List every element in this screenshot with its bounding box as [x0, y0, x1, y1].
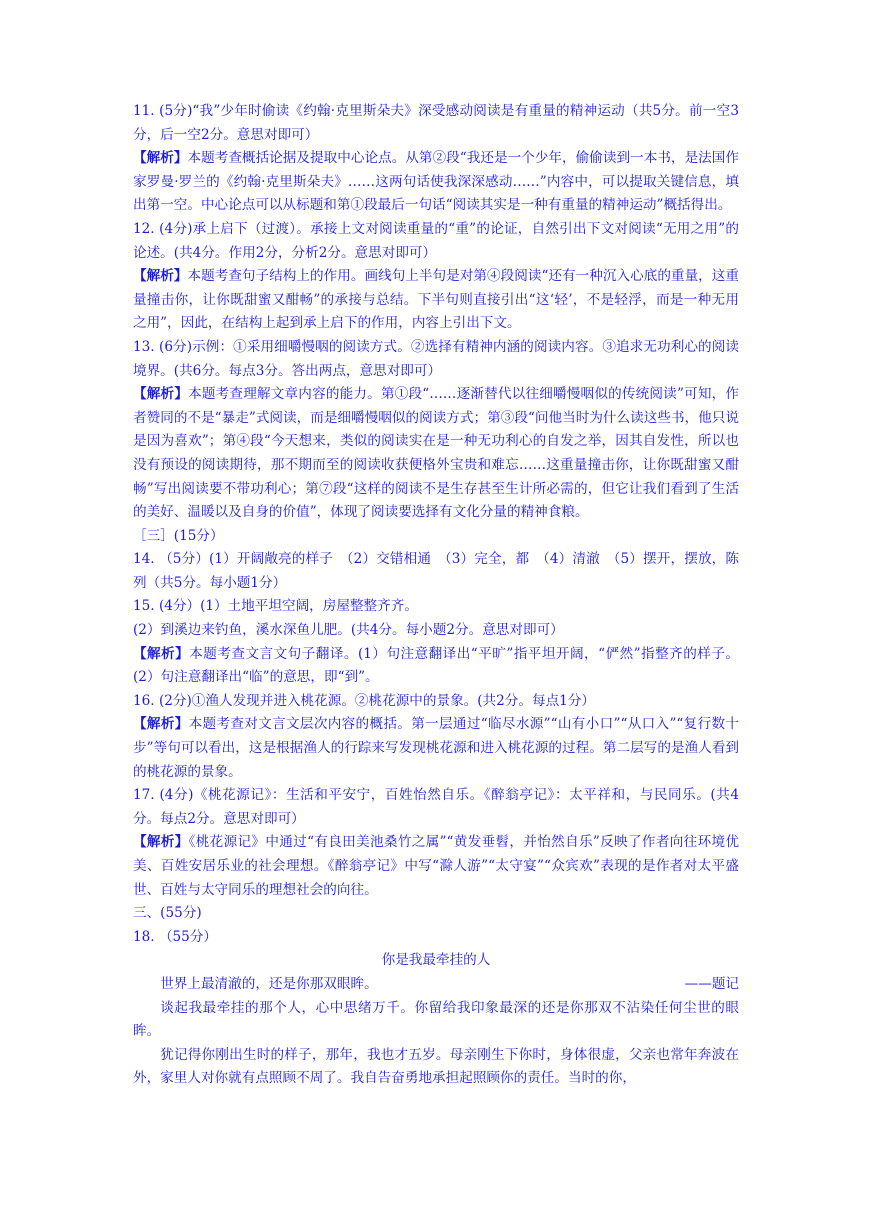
- q13-analysis: [133, 383, 739, 525]
- q14-answer: 14. （5分）(1）开阔敞亮的样子 （2）交错相通 （3）完全，都 （4）清澈 （5）摆开，摆放，陈列（共5分。每小题1分）: [133, 551, 739, 591]
- analysis-tag: 【解析】: [133, 386, 189, 403]
- section-3-sub-heading: ［三］(15分）: [133, 527, 224, 544]
- analysis-text: 本题考查文言文句子翻译。(1）句注意翻译出“平旷”指平坦开阔，“俨然”指整齐的样子。(2）句注意翻译出“临”的意思，即“到”。: [133, 645, 740, 686]
- analysis-text: 本题考查句子结构上的作用。画线句上半句是对第④段阅读“还有一种沉入心底的重量，这重量撞击你，让你既甜蜜又酣畅”的承接与总结。下半句则直接引出“这‘轻’，不是轻浮，而是一种无用之用”，因此，在结构上起到承上启下的作用，内容上引出下文。: [133, 268, 740, 332]
- section-3-heading: 三、(55分): [133, 905, 202, 922]
- analysis-text: 《桃花源记》中通过“有良田美池桑竹之属”“黄发垂髫，并怡然自乐”反映了作者向往环境优美、百姓安居乐业的社会理想。《醉翁亭记》中写“滁人游”“太守宴”“众宾欢”表现的是作者对太平盛世、百姓与太守同乐的理想社会的向往。: [133, 834, 739, 898]
- essay-epigraph-attribution: ——题记: [684, 975, 739, 992]
- q17-answer: 17. (4分)《桃花源记》：生活和平安宁，百姓怡然自乐。《醉翁亭记》：太平祥和，与民同乐。(共4分。每点2分。意思对即可）: [133, 787, 739, 827]
- q12-analysis: [133, 265, 739, 336]
- analysis-tag: 【解析】: [133, 645, 190, 662]
- q15-answer-2: (2）到溪边来钓鱼，溪水深鱼儿肥。(共4分。每小题2分。意思对即可）: [133, 622, 564, 639]
- analysis-tag: 【解析】: [133, 268, 188, 285]
- essay-epigraph: 世界上最清澈的，还是你那双眼眸。: [160, 975, 378, 992]
- essay-paragraph: 犹记得你刚出生时的样子，那年，我也才五岁。母亲刚生下你时，身体很虚，父亲也常年奔波在外，家里人对你就有点照顾不周了。我自告奋勇地承担起照顾你的责任。当时的你，: [133, 1046, 739, 1087]
- analysis-text: 本题考查概括论据及提取中心论点。从第②段“我还是一个少年，偷偷读到一本书，是法国作家罗曼·罗兰的《约翰·克里斯朵夫》……这两句话使我深深感动……”内容中，可以提取关键信息，填出第一空。中心论点可以从标题和第①段最后一句话“阅读其实是一种有重量的精神运动”概括得出。: [133, 150, 740, 214]
- q16-answer: 16. (2分)①渔人发现并进入桃花源。②桃花源中的景象。(共2分。每点1分）: [133, 692, 596, 709]
- analysis-text: 本题考查理解文章内容的能力。第①段“……逐渐替代以往细嚼慢咽似的传统阅读”可知，作者赞同的不是“暴走”式阅读，而是细嚼慢咽似的阅读方式；第③段“问他当时为什么读这些书，他只说是因为喜欢”；第④段“今天想来，类似的阅读实在是一种无功利心的自发之举，因其自发性，所以也没有预设的阅读期待，那不期而至的阅读收获便格外宝贵和难忘……这重量撞击你，让你既甜蜜又酣畅”写出阅读要不带功利心；第⑦段“这样的阅读不是生存甚至生计所必需的，但它让我们看到了生活的美好、温暖以及自身的价值”，体现了阅读要选择有文化分量的精神食粮。: [133, 386, 740, 521]
- answer-document: [133, 100, 739, 1091]
- analysis-text: 本题考查对文言文层次内容的概括。第一层通过“临尽水源”“山有小口”“从口入”“复行数十步”等句可以看出，这是根据渔人的行踪来写发现桃花源和进入桃花源的过程。第二层写的是渔人看到的桃花源的景象。: [133, 716, 739, 780]
- analysis-tag: 【解析】: [133, 150, 188, 167]
- analysis-tag: 【解析】: [133, 716, 189, 733]
- q18-heading: 18. （55分）: [133, 928, 218, 945]
- q11-answer: 11. (5分)“我”少年时偷读《约翰·克里斯朵夫》深受感动阅读是有重量的精神运动（共5分。前一空3分，后一空2分。意思对即可）: [133, 103, 739, 143]
- q11-analysis: [133, 147, 739, 218]
- q15-answer-1: 15. (4分）(1）土地平坦空阔，房屋整整齐齐。: [133, 598, 418, 615]
- q16-analysis: [133, 713, 739, 784]
- q12-answer: 12. (4分)承上启下（过渡）。承接上文对阅读重量的“重”的论证，自然引出下文对阅读“无用之用”的论述。(共4分。作用2分，分析2分。意思对即可）: [133, 220, 739, 261]
- essay-title: 你是我最牵挂的人: [381, 952, 491, 969]
- q13-answer: 13. (6分)示例：①采用细嚼慢咽的阅读方式。②选择有精神内涵的阅读内容。③追求无功利心的阅读境界。(共6分。每点3分。答出两点，意思对即可）: [133, 338, 739, 379]
- q15-analysis: [133, 643, 739, 690]
- q17-analysis: [133, 831, 739, 902]
- essay-paragraph: 谈起我最牵挂的那个人，心中思绪万千。你留给我印象最深的还是你那双不沾染任何尘世的眼眸。: [133, 999, 739, 1040]
- essay-epigraph-line: [133, 973, 739, 997]
- analysis-tag: 【解析】: [133, 834, 189, 851]
